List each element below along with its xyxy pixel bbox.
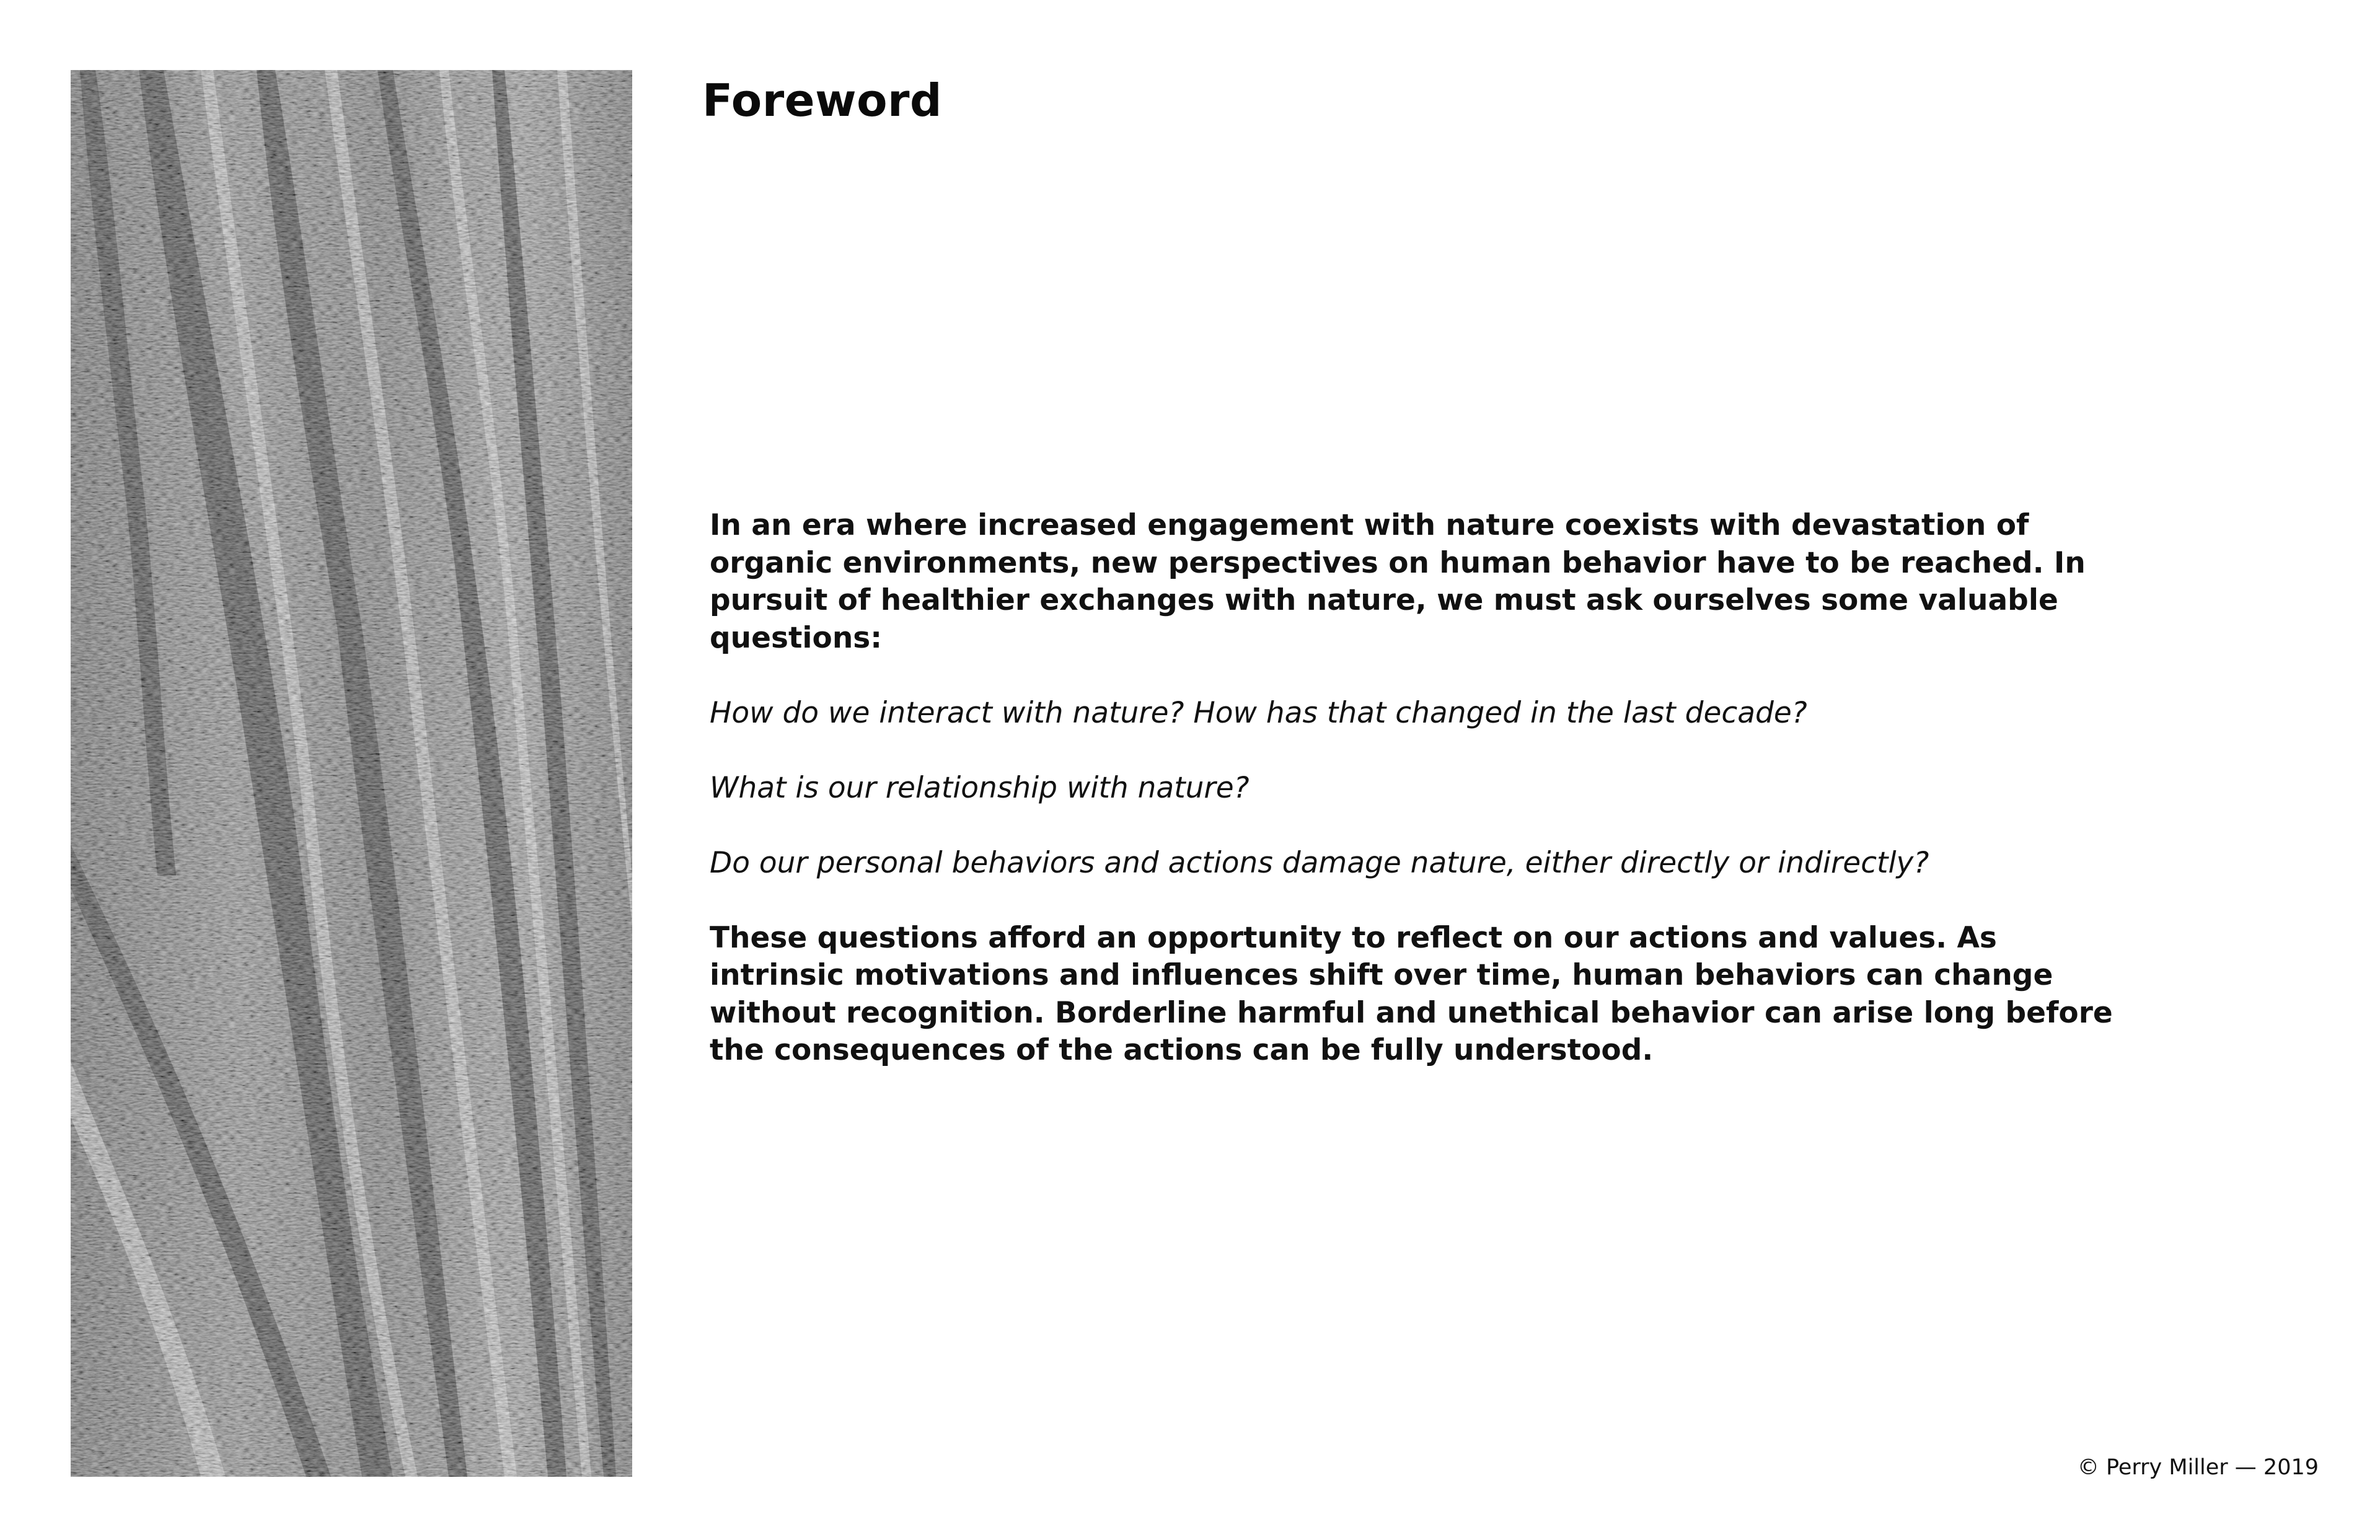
question-paragraph-3: Do our personal behaviors and actions damage nature, either directly or indirectly? xyxy=(710,845,1929,880)
bark-texture-image xyxy=(71,70,632,1477)
copyright-notice: © Perry Miller — 2019 xyxy=(2077,1455,2319,1480)
closing-paragraph: These questions afford an opportunity to reflect on our actions and values. As intrinsic motivations and influences shift over time, human behaviors can change without recognition. Borderline harmful and unethical behavior can arise long before the consequences of the actions can be fully understood. xyxy=(710,920,2113,1067)
foreword-body xyxy=(710,507,2135,1107)
page-title: Foreword xyxy=(702,74,943,126)
question-paragraph-1: How do we interact with nature? How has that changed in the last decade? xyxy=(710,695,1807,730)
intro-paragraph: In an era where increased engagement with nature coexists with devastation of organic environments, new perspectives on human behavior have to be reached. In pursuit of healthier exchanges with nature, we must ask ourselves some valuable questions: xyxy=(710,508,2086,655)
question-paragraph-2: What is our relationship with nature? xyxy=(710,770,1250,805)
